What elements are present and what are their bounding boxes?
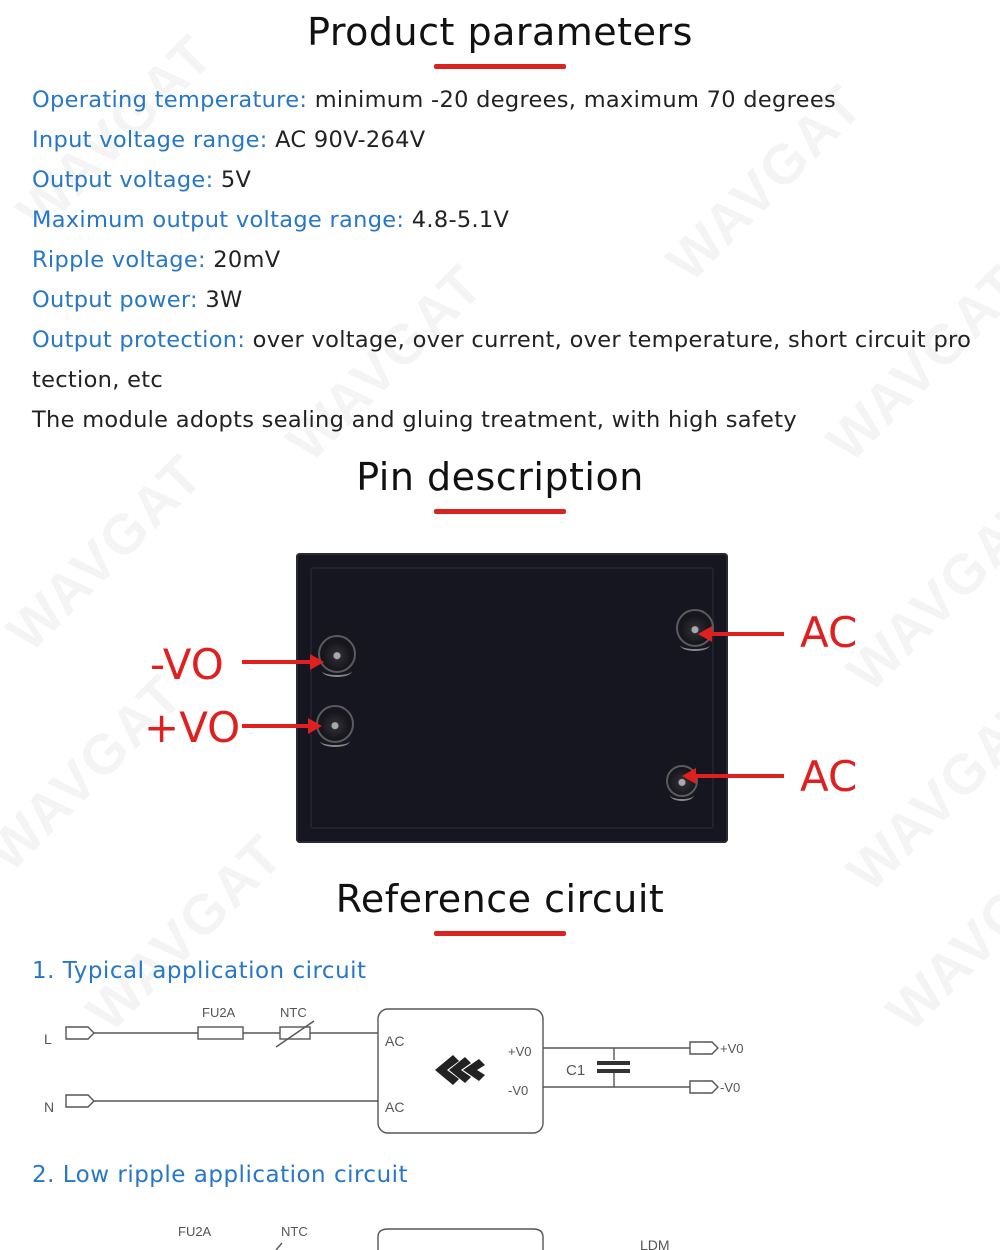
label-fuse: FU2A <box>178 1224 212 1239</box>
parameter-key: Input voltage range: <box>32 127 268 153</box>
low-ripple-circuit-diagram <box>0 1215 1000 1250</box>
capacitor-plate <box>597 1069 630 1073</box>
parameter-row <box>32 320 971 360</box>
parameter-row <box>32 160 251 200</box>
typical-circuit-title: 1. Typical application circuit <box>32 958 367 984</box>
power-module-photo <box>296 553 728 843</box>
label-ldm: LDM <box>640 1237 670 1250</box>
section-title-reference-circuit: Reference circuit <box>335 877 665 921</box>
arrow-ac-top <box>710 632 784 636</box>
watermark <box>274 251 496 473</box>
parameter-key: Ripple voltage: <box>32 247 206 273</box>
parameter-key: Output protection: <box>32 327 246 353</box>
label-fuse: FU2A <box>202 1005 236 1020</box>
watermark <box>834 481 1000 703</box>
parameter-key: Output voltage: <box>32 167 214 193</box>
parameter-row <box>32 200 509 240</box>
arrow-pos-vo <box>242 724 310 728</box>
parameter-key: Operating temperature: <box>32 87 308 113</box>
parameter-row <box>32 240 280 280</box>
section-title-product-parameters: Product parameters <box>307 10 693 54</box>
title-underline <box>434 509 566 514</box>
watermark <box>0 661 196 883</box>
label-ac-2: AC <box>385 1099 405 1115</box>
parameter-key: Maximum output voltage range: <box>32 207 405 233</box>
module-logo-icon <box>435 1055 485 1085</box>
title-underline <box>434 931 566 936</box>
title-underline <box>434 64 566 69</box>
label-ntc: NTC <box>280 1005 307 1020</box>
parameter-continuation: tection, etc <box>32 367 164 393</box>
parameter-key: Output power: <box>32 287 198 313</box>
label-n: N <box>44 1099 55 1115</box>
label-vo-neg-out: -V0 <box>720 1080 741 1095</box>
pin-label-neg-vo: -VO <box>150 640 224 689</box>
arrowhead <box>310 654 324 670</box>
capacitor-plate <box>597 1061 630 1065</box>
parameter-value: 3W <box>197 287 243 313</box>
module-recess <box>310 567 714 829</box>
watermark <box>834 681 1000 903</box>
arrow-ac-bottom <box>694 774 784 778</box>
pin-label-pos-vo: +VO <box>144 703 241 752</box>
label-vo-neg-in: -V0 <box>508 1083 529 1098</box>
label-c1: C1 <box>566 1062 586 1079</box>
arrow-neg-vo <box>242 660 312 664</box>
parameter-value: over voltage, over current, over temperature, short circuit pro <box>245 327 972 353</box>
label-ac-1: AC <box>385 1033 405 1049</box>
parameter-value: 20mV <box>205 247 281 273</box>
watermark <box>814 251 1000 473</box>
parameter-row <box>32 80 836 120</box>
typical-circuit-diagram <box>0 995 1000 1140</box>
parameter-value: 5V <box>213 167 252 193</box>
parameter-value: 4.8-5.1V <box>404 207 510 233</box>
label-vo-pos-in: +V0 <box>508 1044 532 1059</box>
label-vo-pos-out: +V0 <box>720 1041 744 1056</box>
parameter-value: AC 90V-264V <box>267 127 426 153</box>
pin-label-ac-bottom: AC <box>800 752 858 801</box>
low-ripple-circuit-title: 2. Low ripple application circuit <box>32 1162 409 1188</box>
parameter-value: minimum -20 degrees, maximum 70 degrees <box>307 87 836 113</box>
parameter-row <box>32 120 425 160</box>
section-title-pin-description: Pin description <box>356 455 644 499</box>
arrowhead <box>308 718 322 734</box>
label-ntc: NTC <box>281 1224 308 1239</box>
pin-label-ac-top: AC <box>800 608 858 657</box>
parameter-row <box>32 280 243 320</box>
label-l: L <box>44 1031 52 1047</box>
module-note: The module adopts sealing and gluing treatment, with high safety <box>32 407 797 433</box>
